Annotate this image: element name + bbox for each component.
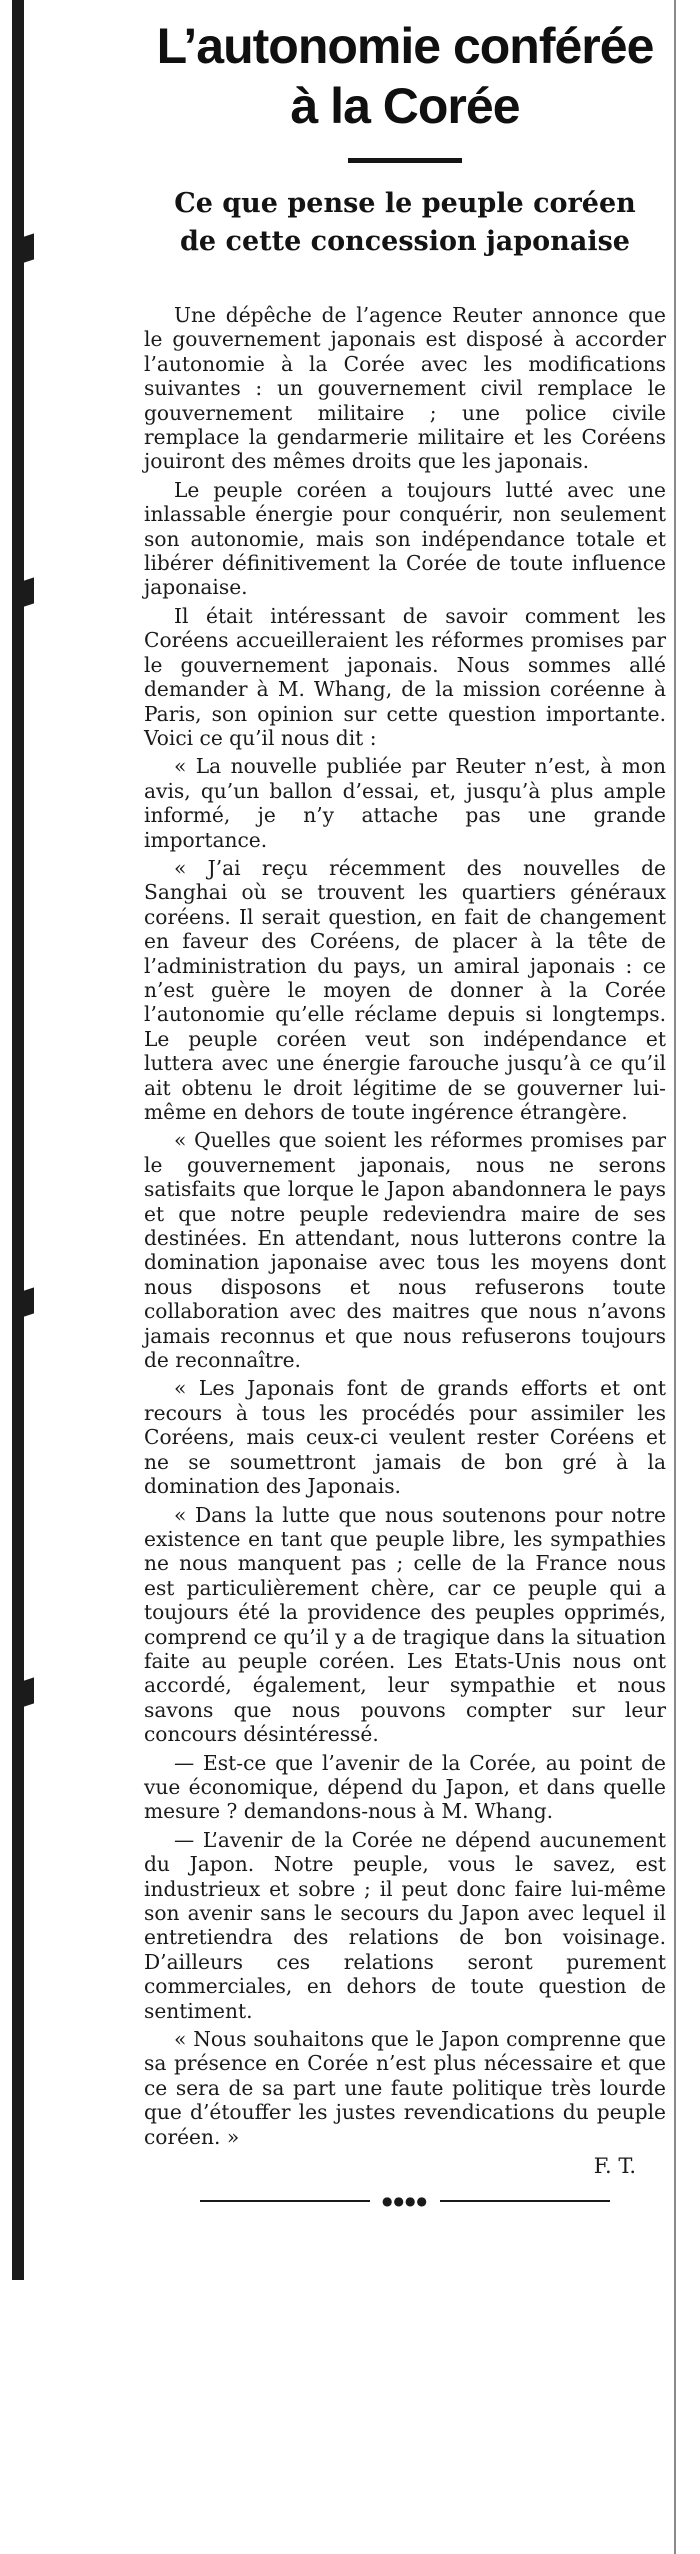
article-body xyxy=(144,303,666,2179)
gutter-notch xyxy=(18,577,34,608)
headline-line-2: à la Corée xyxy=(290,78,520,134)
subheadline xyxy=(144,185,666,261)
article-paragraph: — L’avenir de la Corée ne dépend aucunement du Japon. Notre peuple, vous le savez, est industrieux et sobre ; il peut donc faire lui-même son avenir sans le secours du Japon avec lequel il entretiendra des relations de bon voisinage. D’ailleurs ces relations seront purement commerciales, en dehors de toute question de sentiment. xyxy=(144,1827,666,2023)
subheadline-line-2: de cette concession japonaise xyxy=(180,226,630,257)
signature: F. T. xyxy=(593,2154,636,2179)
column-rule xyxy=(674,0,676,2554)
article-paragraph: « J’ai reçu récemment des nouvelles de Sanghai où se trouvent les quartiers généraux coréens. Il serait question, en fait de changement en faveur des Coréens, de placer à la tête de l’administration du pays, un amiral japonais : ce n’est guère le moyen de donner à la Corée l’autonomie qu’elle réclame depuis si longtemps. Le peuple coréen veut son indépendance et luttera avec une énergie farouche jusqu’à ce qu’il ait obtenu le droit légitime de se gouverner lui-même en dehors de toute ingérence étrangère. xyxy=(144,855,666,1124)
article-paragraph: « La nouvelle publiée par Reuter n’est, à mon avis, qu’un ballon d’essai, et, jusqu’à plus ample informé, je n’y attache pas une grande importance. xyxy=(144,754,666,852)
scan-gutter xyxy=(0,0,40,2280)
article-paragraph: Une dépêche de l’agence Reuter annonce que le gouvernement japonais est disposé à accorder l’autonomie à la Corée avec les modifications suivantes : un gouvernement civil remplace le gouvernement militaire ; une police civile remplace la gendarmerie militaire et les Coréens jouiront des mêmes droits que les japonais. xyxy=(144,303,666,474)
gutter-notch xyxy=(18,1677,34,1708)
end-rule-ornament: ●●●● xyxy=(382,2194,428,2209)
article-paragraph: « Nous souhaitons que le Japon comprenne que sa présence en Corée n’est plus nécessaire et que ce sera de sa part une faute politique très lourde que d’étouffer les justes revendications du peuple coréen. » xyxy=(144,2027,666,2149)
gutter-notch xyxy=(18,1287,34,1318)
end-rule-left xyxy=(200,2200,370,2202)
article-paragraph: « Les Japonais font de grands efforts et ont recours à tous les procédés pour assimiler les Coréens, mais ceux-ci veulent rester Coréens et ne se soumettront jamais de bon gré à la domination des Japonais. xyxy=(144,1376,666,1499)
article-paragraph: « Dans la lutte que nous soutenons pour notre existence en tant que peuple libre, les sympathies ne nous manquent pas ; celle de la France nous est particulièrement chère, car ce peuple qui a toujours été la providence des peuples opprimés, comprend ce qu’il y a de tragique dans la situation faite au peuple coréen. Les Etats-Unis nous ont accordé, également, leur sympathie et nous savons que nous pouvons compter sur leur concours désintéressé. xyxy=(144,1502,666,1747)
article-paragraph: Il était intéressant de savoir comment les Coréens accueilleraient les réformes promises par le gouvernement japonais. Nous sommes allé demander à M. Whang, de la mission coréenne à Paris, son opinion sur cette question importante. Voici ce qu’il nous dit : xyxy=(144,603,666,750)
article-column xyxy=(144,0,666,2209)
end-rule-right xyxy=(440,2200,610,2202)
headline-line-1: L’autonomie conférée xyxy=(156,18,654,74)
article-paragraph: Le peuple coréen a toujours lutté avec une inlassable énergie pour conquérir, non seulement son autonomie, mais son indépendance totale et libérer définitivement la Corée de toute influence japonaise. xyxy=(144,477,666,600)
gutter-notch xyxy=(18,233,34,264)
headline-rule xyxy=(348,158,462,163)
gutter-bar xyxy=(12,0,24,2280)
end-ornament-rule xyxy=(200,2193,610,2209)
article-paragraph: — Est-ce que l’avenir de la Corée, au point de vue économique, dépend du Japon, et dans quelle mesure ? demandons-nous à M. Whang. xyxy=(144,1750,666,1824)
headline xyxy=(144,16,666,136)
subheadline-line-1: Ce que pense le peuple coréen xyxy=(174,188,636,219)
article-paragraph: « Quelles que soient les réformes promises par le gouvernement japonais, nous ne serons satisfaits que lorque le Japon abandonnera le pays et que notre peuple redeviendra maire de ses destinées. En attendant, nous lutterons contre la domination japonaise avec tous les moyens dont nous disposons et nous refuserons toute collaboration avec des maitres que nous n’avons jamais reconnus et que nous refuserons toujours de reconnaître. xyxy=(144,1128,666,1373)
